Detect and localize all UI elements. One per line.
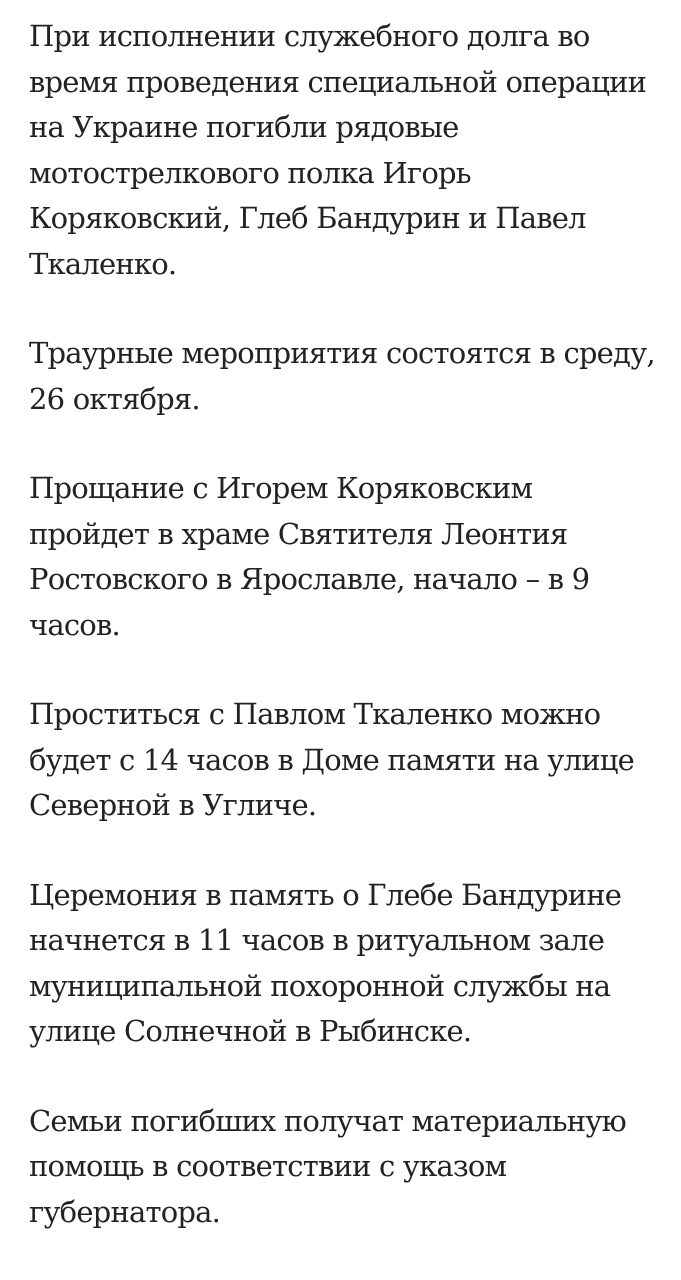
text-line: будет с 14 часов в Доме памяти на улице [29, 742, 634, 777]
text-line: часов. [29, 607, 120, 642]
text-line: улице Солнечной в Рыбинске. [29, 1014, 472, 1048]
paragraph-mourning-date [29, 331, 673, 422]
text-line: мотострелкового полка Игорь [29, 155, 471, 190]
text-line: начнется в 11 часов в ритуальном зале [29, 923, 605, 957]
text-line: Коряковский, Глеб Бандурин и Павел [29, 201, 586, 235]
paragraph-casualties [29, 14, 673, 287]
text-line: 26 октября. [29, 381, 200, 416]
text-line: Прощание с Игорем Коряковским [29, 471, 533, 505]
text-line: Ростовского в Ярославле, начало – в 9 [29, 562, 590, 596]
paragraph-ceremony-bandurin [29, 873, 673, 1055]
text-line: губернатора. [29, 1194, 221, 1229]
paragraph-farewell-koryakovsky [29, 466, 673, 648]
text-line: При исполнении служебного долга во [29, 19, 590, 53]
text-line: муниципальной похоронной службы на [29, 968, 611, 1003]
text-line: Северной в Угличе. [29, 788, 317, 822]
text-line: Церемония в память о Глебе Бандурине [29, 877, 622, 912]
text-line: время проведения специальной операции [29, 64, 647, 99]
paragraph-family-aid [29, 1099, 673, 1236]
text-line: на Украине погибли рядовые [29, 110, 459, 144]
paragraph-farewell-tkalenko [29, 692, 673, 829]
text-line: Ткаленко. [29, 246, 177, 281]
text-line: Семьи погибших получат материальную [29, 1103, 626, 1138]
text-line: Траурные мероприятия состоятся в среду, [29, 336, 655, 370]
text-line: Проститься с Павлом Ткаленко можно [29, 697, 601, 731]
text-line: пройдет в храме Святителя Леонтия [29, 516, 568, 551]
text-line: помощь в соответствии с указом [29, 1149, 507, 1183]
